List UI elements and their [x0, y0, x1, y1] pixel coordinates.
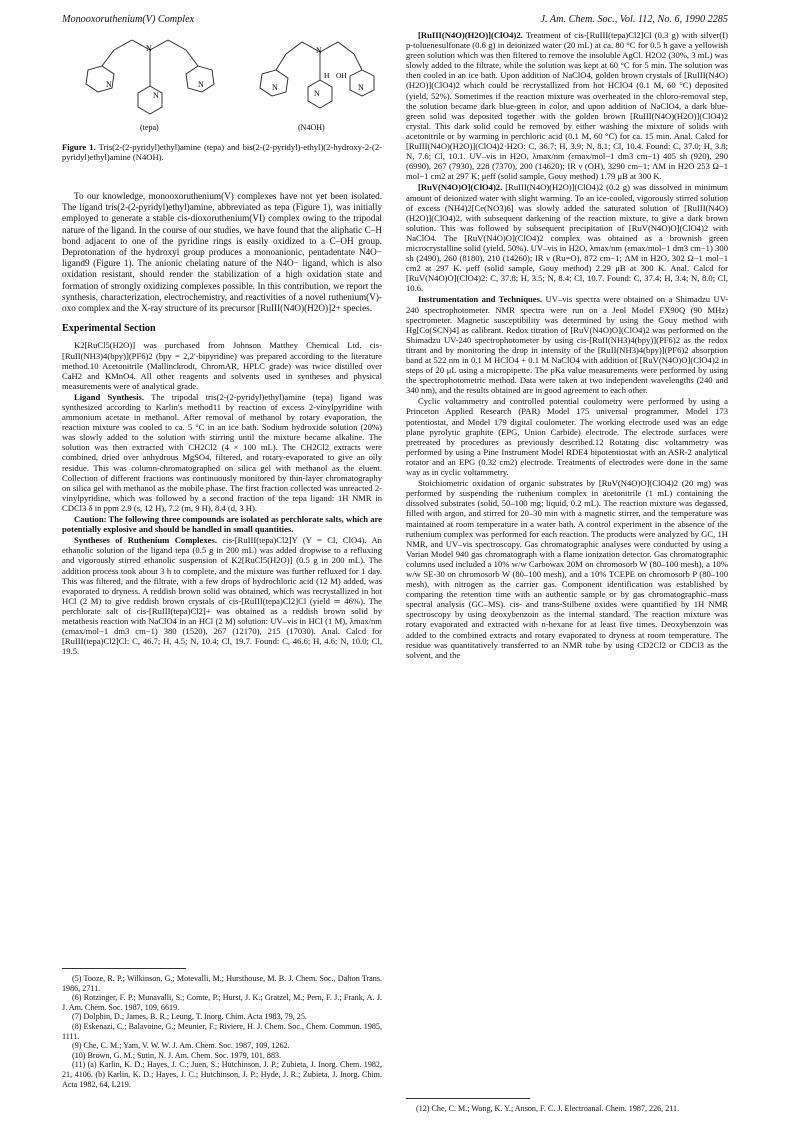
n4oh-pyridine-n-center: N	[314, 89, 320, 98]
tepa-pyridine-n-center: N	[153, 91, 159, 100]
reference-item: (12) Che, C. M.; Wong, K. Y.; Anson, F. C. J. Electroanal. Chem. 1987, 226, 211.	[416, 1104, 680, 1113]
figure-caption-label: Figure 1.	[62, 142, 96, 152]
running-header	[62, 14, 728, 28]
tepa-pyridine-n-right: N	[198, 80, 204, 89]
ligand-synthesis-text: The tripodal tris(2-(2-pyridyl)ethyl)amine (tepa) ligand was synthesized according to Karlin's method11 by reaction of excess 2-vinylpyridine with ammonium acetate in methanol. After removal of methanol by rotary evaporation, the reaction mixture was cooled to ca. 5 °C in an ice bath. Sodium hydroxide solution (20%) was slowly added to the solution with stirring until the mixture became alkaline. The solution was then extracted with CH2Cl2 (4 × 100 mL). The CH2Cl2 extracts were combined, dried over anhydrous MgSO4, filtered, and rotary-evaporated to give an oily residue. This was column-chromatographed on silica gel with methanol as the eluent. Collection of different fractions was continuously monitored by thin-layer chromatography on silica gel with methanol as the mobile phase. The first fraction collected was unreacted 2-vinylpyridine, which was followed by a second fraction of the tepa ligand: 1H NMR in CDCl3 δ in ppm 2.9 (s, 12 H), 7.2 (m, 9 H), 8.4 (d, 3 H).	[62, 391, 382, 513]
paragraph-voltammetry: Cyclic voltammetry and controlled potential coulometry were performed by using a Princeton Applied Research (PAR) Model 175 universal programmer, Model 173 potentiostat, and Model 179 digital coulometer. The working electrode used was an edge plane pyrolytic graphite (EPG, Union Carbide) electrode. The electrode surfaces were pretreated by procedures as previously described.12 Rotating disc voltammetry was performed by using a Pine Instrument Model RDE4 bipotentiostat with an ASR-2 analytical rotator and an EPG (0.32 cm2) electrode. Treatments of electrodes were done in the same way as in cyclic voltammetry.	[406, 396, 728, 478]
experimental-body	[62, 340, 382, 656]
right-column	[406, 30, 728, 660]
figure-caption	[62, 142, 382, 162]
footnote-rule	[62, 968, 186, 969]
n4oh-amine-n: N	[316, 46, 322, 55]
run-in-heading-ru3: [RuIII(N4O)(H2O)](ClO4)2.	[418, 30, 523, 40]
n4oh-h-atom: H	[324, 71, 330, 80]
ligand-structures-diagram	[62, 30, 382, 150]
n4oh-label: (N4OH)	[298, 123, 325, 132]
reference-item: (6) Rotzinger, F. P.; Munavalli, S.; Comte, P.; Hurst, J. K.; Gratzel, M.; Pern, F. J.; Frank, A. J. J. Am. Chem. Soc. 1987, 109, 6619.	[62, 993, 382, 1012]
reference-item: (8) Eskenazi, C.; Balavoine, G.; Meunier, F.; Riviere, H. J. Chem. Soc., Chem. Commun. 1985, 1111.	[62, 1021, 382, 1041]
ru3-synthesis-text: Treatment of cis-[RuIII(tepa)Cl2]Cl (0.3 g) with silver(I) p-toluenesulfonate (0.6 g) in deionized water (20 mL) at ca. 80 °C for 0.5 h gave a yellowish green solution which was then filtered to remove the insoluble AgCl. H2O2 (30%, 3 mL) was slowly added to the filtrate, while the solution was kept at 60 °C for 5 min. The solution was then cooled in an ice bath. Upon addition of NaClO4, golden brown crystals of [RuIII(N4O)(H2O)](ClO4)2 which could be recrystallized from hot HClO4 (0.1 M, 60 °C) deposited (yield, 52%). Sometimes if the reaction mixture was overheated in the chloro-removal step, the solution became dark blue-green in color, and upon addition of NaClO4, a dark blue-green solid was deposited together with the golden brown [RuIII(N4O)(H2O)](ClO4)2 crystal. This dark solid could be removed by either washing the mixture of solids with acetonitrile or by warming in perchloric acid (0.1 M, 60 °C) for ca. 15 min. Anal. Calcd for [RuIII(N4O)(H2O)](ClO4)2·H2O: C, 36.7; H, 3.9; N, 8.1; Cl, 10.4. Found: C, 37.0; H, 3.8; N, 7.6; Cl, 10.1. UV–vis in H2O, λmax/nm (εmax/mol−1 dm3 cm−1) 405 sh (920), 290 (6990), 267 (7930), 228 (7370), 200 (14620); IR ν (OH), 3290 cm−1; ΛM in H2O 253 Ω−1 mol−1 cm2 at 297 K; μeff (solid sample, Gouy method) 1.79 μB at 300 K.	[406, 30, 728, 182]
footnote-references-left	[62, 968, 382, 1089]
exp-paragraph-materials: K2[RuCl5(H2O)] was purchased from Johnson Matthey Chemical Ltd. cis-[RuII(NH3)4(bpy)](PF6)2 (bpy = 2,2′-bipyridine) was prepared according to the literature method.10 Acetonitrile (Mallinckrodt, ChromAR, HPLC grade) was twice distilled over CaH2 and KMnO4. All other reagents and solvents used in syntheses and physical measurements were of analytical grade.	[62, 340, 382, 391]
exp-paragraph-ruthenium	[62, 535, 382, 656]
reference-item: (5) Tooze, R. P.; Wilkinson, G.; Motevalli, M.; Hursthouse, M. B. J. Chem. Soc., Dalton Trans. 1986, 2711.	[62, 974, 382, 993]
reference-item: (10) Brown, G. M.; Sutin, N. J. Am. Chem. Soc. 1979, 101, 883.	[72, 1050, 282, 1060]
n4oh-pyridine-n-left: N	[272, 83, 278, 92]
paragraph-instrumentation	[406, 294, 728, 395]
n4oh-pyridine-n-right: N	[358, 83, 364, 92]
tepa-amine-n: N	[146, 44, 152, 53]
n4oh-oh-group: OH	[336, 71, 347, 80]
tepa-label: (tepa)	[140, 123, 159, 132]
footnote-references-right	[406, 1098, 728, 1114]
exp-paragraph-ligand	[62, 392, 382, 513]
run-in-heading-ru5: [RuV(N4O)O](ClO4)2.	[418, 182, 503, 193]
header-title: Monooxoruthenium(V) Complex	[62, 14, 195, 25]
run-in-heading-ruthenium: Syntheses of Ruthenium Complexes.	[74, 535, 217, 546]
left-column	[62, 30, 382, 656]
caution-notice: Caution: The following three compounds are isolated as perchlorate salts, which are potentially explosive and should be handled in small quantities.	[62, 514, 382, 535]
intro-paragraph: To our knowledge, monooxoruthenium(V) complexes have not yet been isolated. The ligand tris(2-(2-pyridyl)ethyl)amine, abbreviated as tepa (Figure 1), was initially employed to generate a stable cis-dioxoruthenium(VI) complex owing to the tripodal nature of the ligand. In the course of our studies, we have found that the aliphatic C–H bond adjacent to one of the pyridine rings is easily oxidized to a C–OH group. Deprotonation of the hydroxyl group produces a monoanionic, pentadentate N4O− ligand9 (Figure 1). The anionic chelating nature of the N4O− ligand, which is also oxidation resistant, should render the stabilization of a high oxidation state and formation of strongly oxidizing complexes possible. In this contribution, we report the synthesis, characterization, electrochemistry, and reactivities of a novel ruthenium(V)-oxo complex and the X-ray structure of its precursor [RuIII(N4O)(H2O)]2+ species.	[62, 191, 382, 314]
ru5-synthesis-text: [RuIII(N4O)(H2O)](ClO4)2 (0.2 g) was dissolved in minimum amount of deionized water with slight warming. To an ice-cooled, vigorously stirred solution of excess (NH4)2[Ce(NO3)6] was slowly added the saturated solution of [RuIII(N4O)(H2O)](ClO4)2, with subsequent darkening of the reaction mixture, to give a dark brown solution. This was followed by subsequent precipitation of [RuV(N4O)O](ClO4)2 with NaClO4. The [RuV(N4O)O](ClO4)2 complex was obtained as a brownish green microcrystalline solid (yield, 50%). UV–vis in H2O, λmax/nm (εmax/mol−1 dm3 cm−1) 300 sh (2490), 260 (8180), 210 (14260); IR ν (Ru=O), 872 cm−1; ΛM in H2O, 302 Ω−1 mol−1 cm2 at 297 K. μeff (solid sample, Gouy method) 2.29 μB at 300 K. Anal. Calcd for [RuV(N4O)O](ClO4)2: C, 37.8; H, 3.5; N, 8.4; Cl, 10.7. Found: C, 37.4; H, 3.4; N, 8.0; Cl, 10.6.	[406, 182, 728, 294]
figure-1	[62, 30, 382, 180]
paragraph-ru3-aqua	[406, 30, 728, 181]
reference-item: (11) (a) Karlin, K. D.; Hayes, J. C.; Juen, S.; Hutchinson, J. P.; Zubieta, J. Inorg. Chem. 1982, 21, 4106. (b) Karlin, K. D.; Hayes, J. C.; Hutchinson, J. P.; Hyde, J. R.; Zubieta, J. Inorg. Chim. Acta 1982, 64, L219.	[62, 1060, 382, 1089]
header-journal: J. Am. Chem. Soc., Vol. 112, No. 6, 1990 2285	[540, 14, 728, 25]
run-in-heading-instrumentation: Instrumentation and Techniques.	[418, 294, 543, 305]
footnote-rule	[406, 1098, 530, 1099]
figure-caption-text: Tris(2-(2-pyridyl)ethyl)amine (tepa) and bis(2-(2-pyridyl)-ethyl)(2-hydroxy-2-(2-pyridyl)ethyl)amine (N4OH).	[62, 142, 383, 163]
reference-item: (7) Dolphin, D.; James, B. R.; Leung, T. Inorg. Chim. Acta 1983, 79, 25.	[72, 1012, 307, 1022]
reference-item: (9) Che, C. M.; Yam, V. W. W. J. Am. Chem. Soc. 1987, 109, 1262.	[72, 1041, 290, 1051]
ruthenium-synthesis-text: cis-[RuIII(tepa)Cl2]Y (Y = Cl, ClO4). An ethanolic solution of the ligand tepa (0.5 g in 200 mL) was added dropwise to a refluxing and vigorously stirred ethanolic suspension of K2[RuCl5(H2O)] (0.5 g in 200 mL). The addition process took about 3 h to complete, and the mixture was further refluxed for 1 day. This was filtered, and the filtrate, with a few drops of hydrochloric acid (12 M) added, was evaporated to dryness. A reddish brown solid was obtained, which was recrystallized in hot HCl (2 M) to give reddish brown crystals of cis-[RuIII(tepa)Cl2]Cl (yield ≃ 46%). The perchlorate salt of cis-[RuIII(tepa)Cl2]+ was obtained as a reddish brown solid by metathesis reaction with NaClO4 in an HCl (2 M) solution: UV–vis in HCl (1 M), λmax/nm (εmax/mol−1 dm3 cm−1) 380 (1520), 267 (12170), 215 (17030). Anal. Calcd for [RuIII(tepa)Cl2]Cl: C, 46.7; H, 4.5; N, 10.4; Cl, 19.7. Found: C, 46.6; H, 4.6; N, 10.0; Cl, 19.5.	[62, 535, 382, 657]
section-heading-experimental: Experimental Section	[62, 323, 156, 335]
tepa-pyridine-n-left: N	[106, 80, 112, 89]
run-in-heading-ligand: Ligand Synthesis.	[74, 391, 145, 402]
paragraph-stoichiometric-oxidation: Stoichiometric oxidation of organic substrates by [RuV(N4O)O](ClO4)2 (20 mg) was performed by suspending the ruthenium complex in acetonitrile (1 mL) containing the dissolved substrates (solid, 50–100 mg; liquid, 0.2 mL). The reaction mixture was degassed, filled with argon, and stirred for 20–30 min with a magnetic stirrer, and the temperature was maintained at room temperature in a water bath. A control experiment in the absence of the ruthenium complex was performed for each reaction. The products were analyzed by GC, 1H NMR, and UV–vis spectroscopy. Gas chromatographic analyses were conducted by using a Varian Model 940 gas chromatograph with a flame ionization detector. Gas chromatographic columns used included a 10% w/w Carbowax 20M on chromosorb W (80–100 mesh), a 10% w/w SE-30 on chromosorb W (80–100 mesh), and a 10% TCEPE on chromosorb P (80–100 mesh), with nitrogen as the carrier gas. Component identification was established by comparing the retention time with an authentic sample or by gas chromatographic–mass spectral analysis (GC–MS). cis- and trans-Stilbene oxides were quantified by 1H NMR spectroscopy by using deoxybenzoin as the internal standard. The reaction mixture was rotary evaporated and extracted with n-hexane for at least five times. Deoxybenzoin was added to the combined extracts and rotary evaporated to dryness at room temperature. The residue was quantitatively transferred to an NMR tube by using CD2Cl2 or CDCl3 as the solvent, and the	[406, 478, 728, 660]
paragraph-ru5-oxo	[406, 182, 728, 293]
instrumentation-text: UV–vis spectra were obtained on a Shimadzu UV-240 spectrophotometer. NMR spectra were run on a Jeol Model FX90Q (90 MHz) spectrometer. Magnetic susceptibility was determined by using the Gouy method with Hg[Co(SCN)4] as calibrant. Redox titration of [RuV(N4O)O](ClO4)2 was performed on the Shimadzu UV-240 spectrophotometer by using cis-[RuII(NH3)4(bpy)](PF6)2 as the redox titrant and by monitoring the drop in intensity of the [RuII(NH3)4(bpy)](PF6)2 absorption band at 522 nm in 0.1 M HClO4 + 0.1 M NaClO4 with addition of [RuV(N4O)O](ClO4)2 in steps of 20 μL using a micropipette. The pKa value measurements were performed by using the spectrophotometric method. Data were taken at two independent wavelengths (240 and 340 nm), and the results obtained are in good agreement to each other.	[406, 294, 729, 396]
